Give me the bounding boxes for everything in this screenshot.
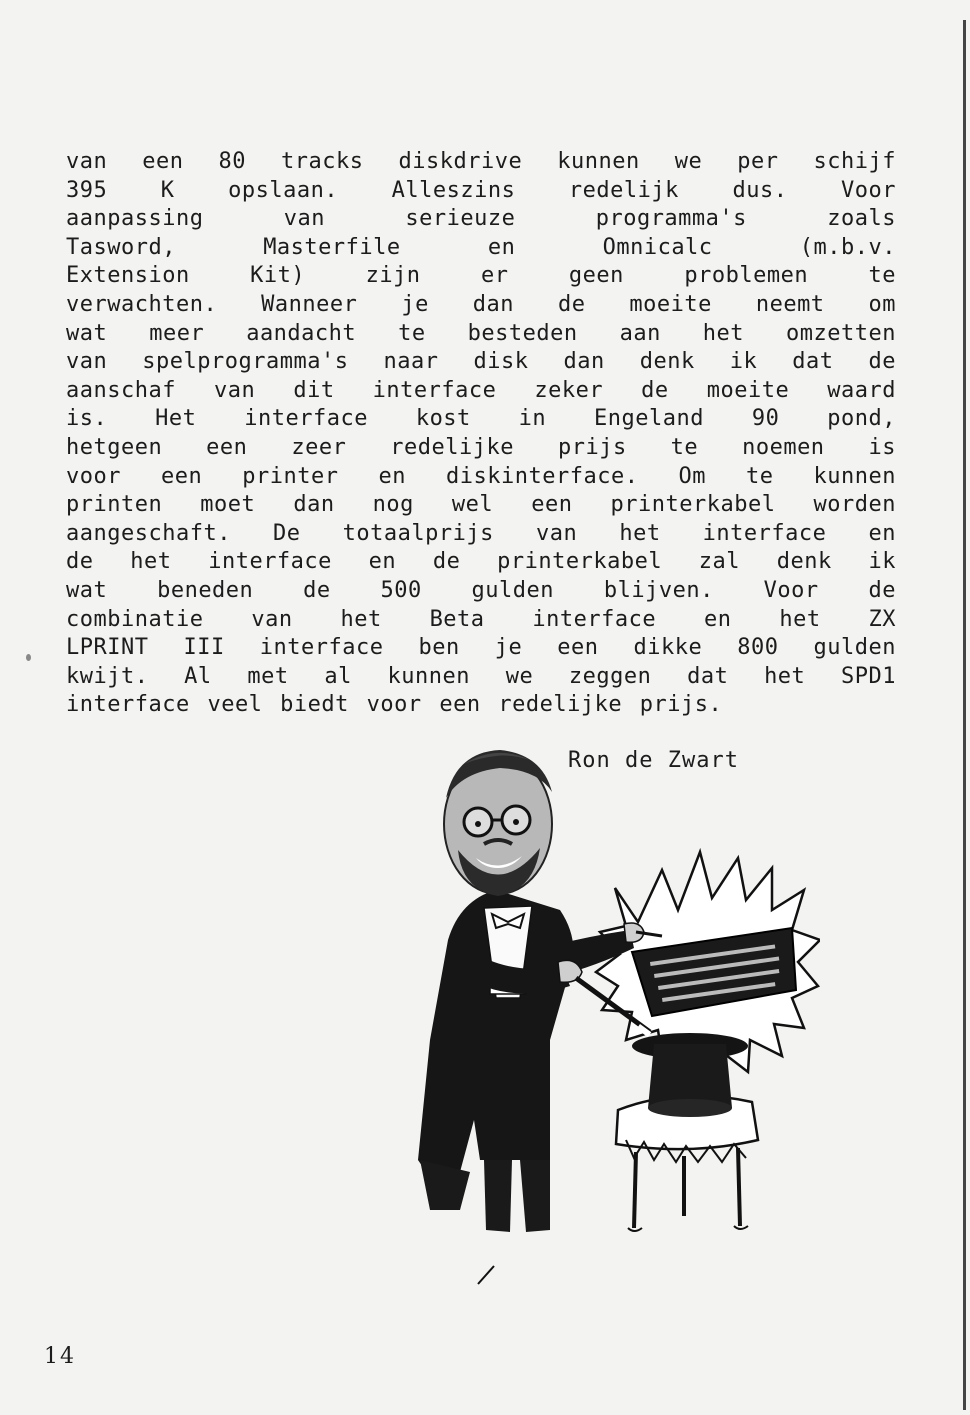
text-line: voor een printer en diskinterface. Om te kunnen (66, 463, 896, 489)
text-line: combinatie van het Beta interface en het ZX (66, 606, 896, 632)
text-line: LPRINT III interface ben je een dikke 800 gulden (66, 635, 896, 661)
text-line: van een 80 tracks diskdrive kunnen we per schijf (66, 149, 896, 174)
text-line: interface veel biedt voor een redelijke prijs. (66, 692, 723, 718)
text-line: aangeschaft. De totaalprijs van het interface en (66, 520, 896, 546)
text-line: van spelprogramma's naar disk dan denk ik dat de (66, 349, 896, 375)
top-hat-icon (632, 1033, 748, 1117)
text-line: kwijt. Al met al kunnen we zeggen dat het SPD1 (66, 663, 896, 689)
text-line: wat meer aandacht te besteden aan het omzetten (66, 320, 896, 346)
text-line: is. Het interface kost in Engeland 90 pond, (66, 406, 896, 432)
text-line: verwachten. Wanneer je dan de moeite neemt om (66, 291, 896, 317)
text-line: printen moet dan nog wel een printerkabel worden (66, 492, 896, 518)
text-line: wat beneden de 500 gulden blijven. Voor de (66, 577, 896, 603)
text-line: Tasword, Masterfile en Omnicalc (m.b.v. (66, 234, 896, 260)
magician-illustration (400, 740, 820, 1300)
text-line: aanpassing van serieuze programma's zoals (66, 206, 896, 232)
magician-figure (418, 890, 662, 1232)
print-speck (26, 654, 31, 661)
author-signature: Ron de Zwart (568, 748, 739, 773)
magician-head (444, 750, 552, 896)
article-body (66, 148, 896, 720)
page-number: 14 (44, 1344, 76, 1369)
text-line: de het interface en de printerkabel zal denk ik (66, 549, 896, 575)
text-line: aanschaf van dit interface zeker de moeite waard (66, 377, 896, 403)
page-edge (963, 20, 966, 1410)
text-line: hetgeen een zeer redelijke prijs te noemen is (66, 434, 896, 460)
text-line: 395 K opslaan. Alleszins redelijk dus. Voor (66, 177, 896, 203)
text-line: Extension Kit) zijn er geen problemen te (66, 263, 896, 289)
